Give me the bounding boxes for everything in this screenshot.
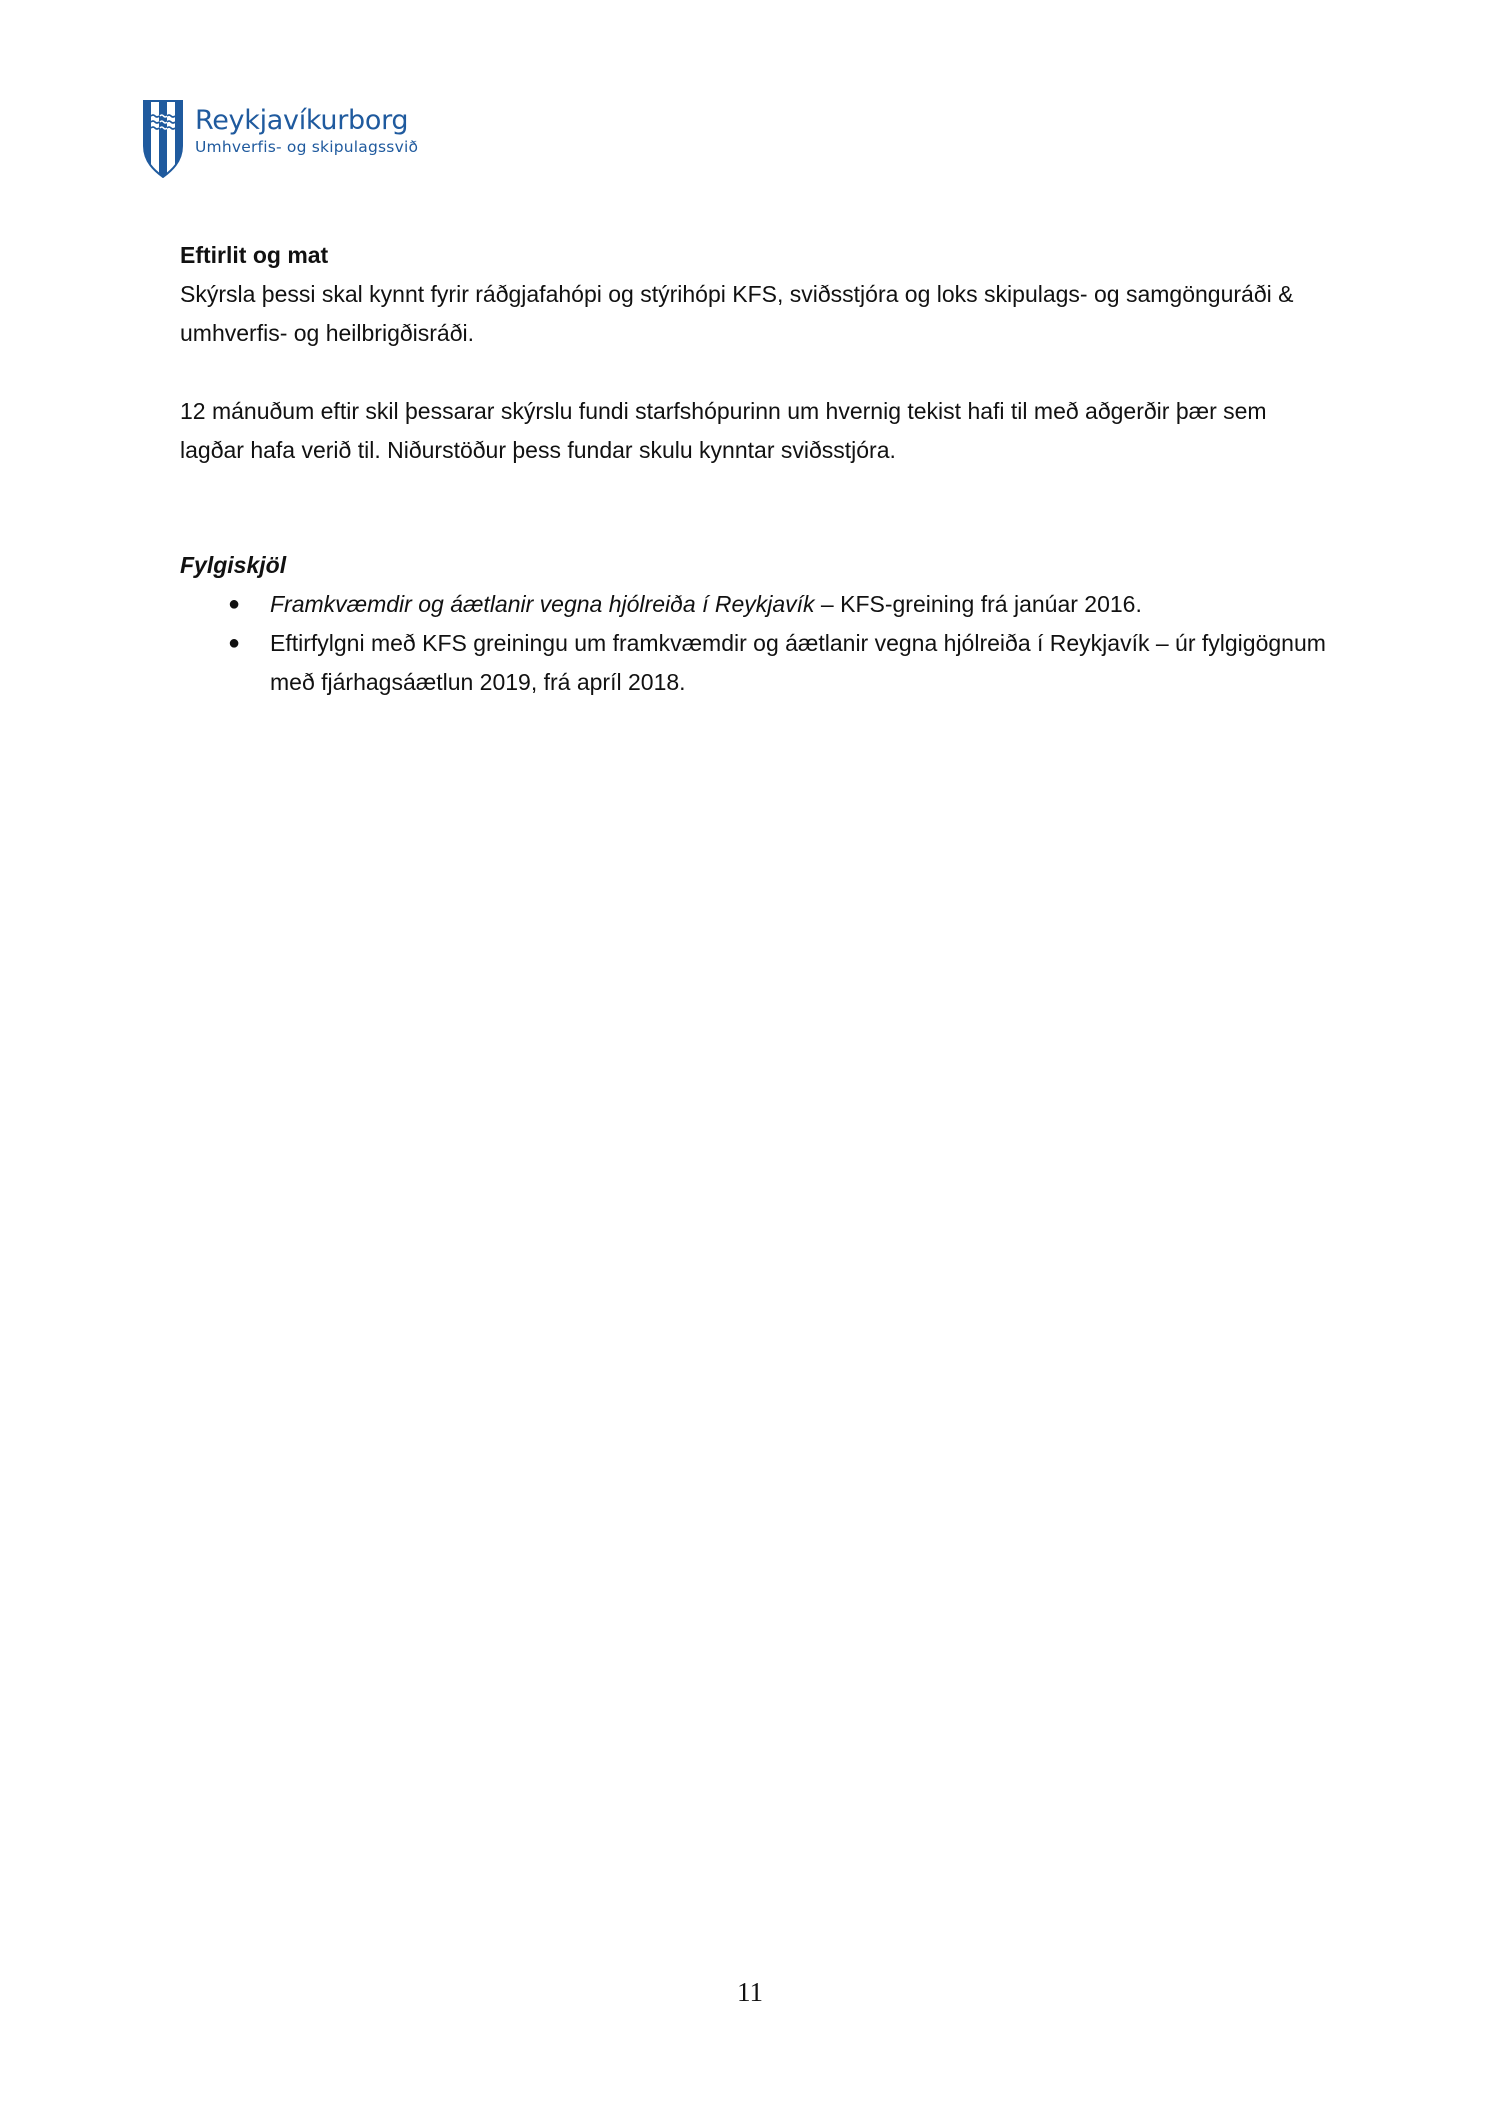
logo-text bbox=[195, 106, 418, 157]
attachment-title: Framkvæmdir og áætlanir vegna hjólreiða í Reykjavík bbox=[270, 591, 815, 617]
attachment-description: – KFS-greining frá janúar 2016. bbox=[814, 591, 1142, 617]
attachments-heading: Fylgiskjöl bbox=[180, 552, 287, 578]
header-logo bbox=[143, 100, 418, 178]
document-body bbox=[180, 236, 1330, 702]
bullet-icon: ● bbox=[228, 593, 241, 615]
paragraph: Skýrsla þessi skal kynnt fyrir ráðgjafahópi og stýrihópi KFS, sviðsstjóra og loks skipulags- og samgönguráði & umhverfis- og heilbrigðisráði. bbox=[180, 281, 1294, 346]
attachment-description: Eftirfylgni með KFS greiningu um framkvæmdir og áætlanir vegna hjólreiða í Reykjavík – úr fylgigögnum með fjárhagsáætlun 2019, frá apríl 2018. bbox=[270, 630, 1326, 695]
list-item bbox=[180, 624, 1330, 702]
page-number: 11 bbox=[737, 1977, 763, 2007]
bullet-icon: ● bbox=[228, 632, 241, 654]
list-item bbox=[180, 585, 1330, 624]
attachments-list bbox=[180, 585, 1330, 702]
section-heading: Eftirlit og mat bbox=[180, 242, 329, 268]
department-name: Umhverfis- og skipulagssvið bbox=[195, 138, 419, 156]
paragraph: 12 mánuðum eftir skil þessarar skýrslu fundi starfshópurinn um hvernig tekist hafi til með aðgerðir þær sem lagðar hafa verið til. Niðurstöður þess fundar skulu kynntar sviðsstjóra. bbox=[180, 398, 1267, 463]
org-name: Reykjavíkurborg bbox=[195, 105, 409, 136]
reykjavik-shield-icon bbox=[143, 100, 183, 178]
